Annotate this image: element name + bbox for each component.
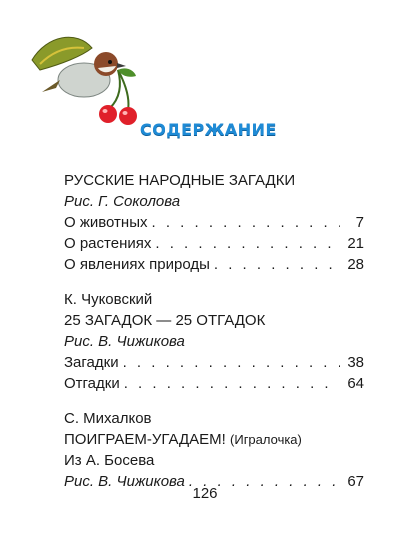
entry-label: Отгадки	[64, 375, 120, 392]
entry-page: 7	[355, 214, 364, 231]
author-name: С. Михалков	[64, 410, 152, 427]
section-title: 25 ЗАГАДОК — 25 ОТГАДОК	[64, 312, 266, 329]
toc-entry[interactable]	[64, 254, 364, 275]
source-credit: Из А. Босева	[64, 452, 155, 469]
toc-entry[interactable]	[64, 212, 364, 233]
sparrow-with-cherries-illustration	[22, 30, 142, 130]
dot-leader	[152, 212, 341, 233]
section-title-line	[64, 429, 364, 450]
page-title: СОДЕРЖАНИЕ	[140, 120, 277, 139]
dot-leader	[123, 352, 340, 373]
table-of-contents	[64, 170, 364, 506]
toc-section-1	[64, 170, 364, 275]
page-number: 126	[192, 485, 218, 502]
entry-page: 21	[347, 235, 364, 252]
bird-head	[94, 52, 118, 76]
illustrator-credit: Рис. Г. Соколова	[64, 193, 181, 210]
dot-leader	[155, 233, 340, 254]
entry-label: Рис. В. Чижикова	[64, 473, 185, 490]
entry-label: Загадки	[64, 354, 119, 371]
entry-page: 28	[347, 256, 364, 273]
toc-section-3	[64, 408, 364, 492]
entry-page: 64	[347, 375, 364, 392]
section-title: РУССКИЕ НАРОДНЫЕ ЗАГАДКИ	[64, 172, 296, 189]
dot-leader	[124, 373, 340, 394]
entry-page: 38	[347, 354, 364, 371]
bird-beak	[117, 63, 126, 68]
illustrator-credit: Рис. В. Чижикова	[64, 333, 185, 350]
author-name: К. Чуковский	[64, 291, 153, 308]
section-subtitle: (Игралочка)	[230, 432, 302, 447]
toc-entry[interactable]	[64, 233, 364, 254]
entry-page: 67	[347, 473, 364, 490]
section-title: ПОИГРАЕМ-УГАДАЕМ!	[64, 431, 226, 448]
toc-section-2	[64, 289, 364, 394]
entry-label: О растениях	[64, 235, 152, 252]
entry-label: О явлениях природы	[64, 256, 210, 273]
cherry-right	[119, 107, 137, 125]
entry-label: О животных	[64, 214, 148, 231]
toc-entry[interactable]	[64, 373, 364, 394]
dot-leader	[214, 254, 340, 275]
toc-entry[interactable]	[64, 352, 364, 373]
cherry-left	[99, 105, 117, 123]
